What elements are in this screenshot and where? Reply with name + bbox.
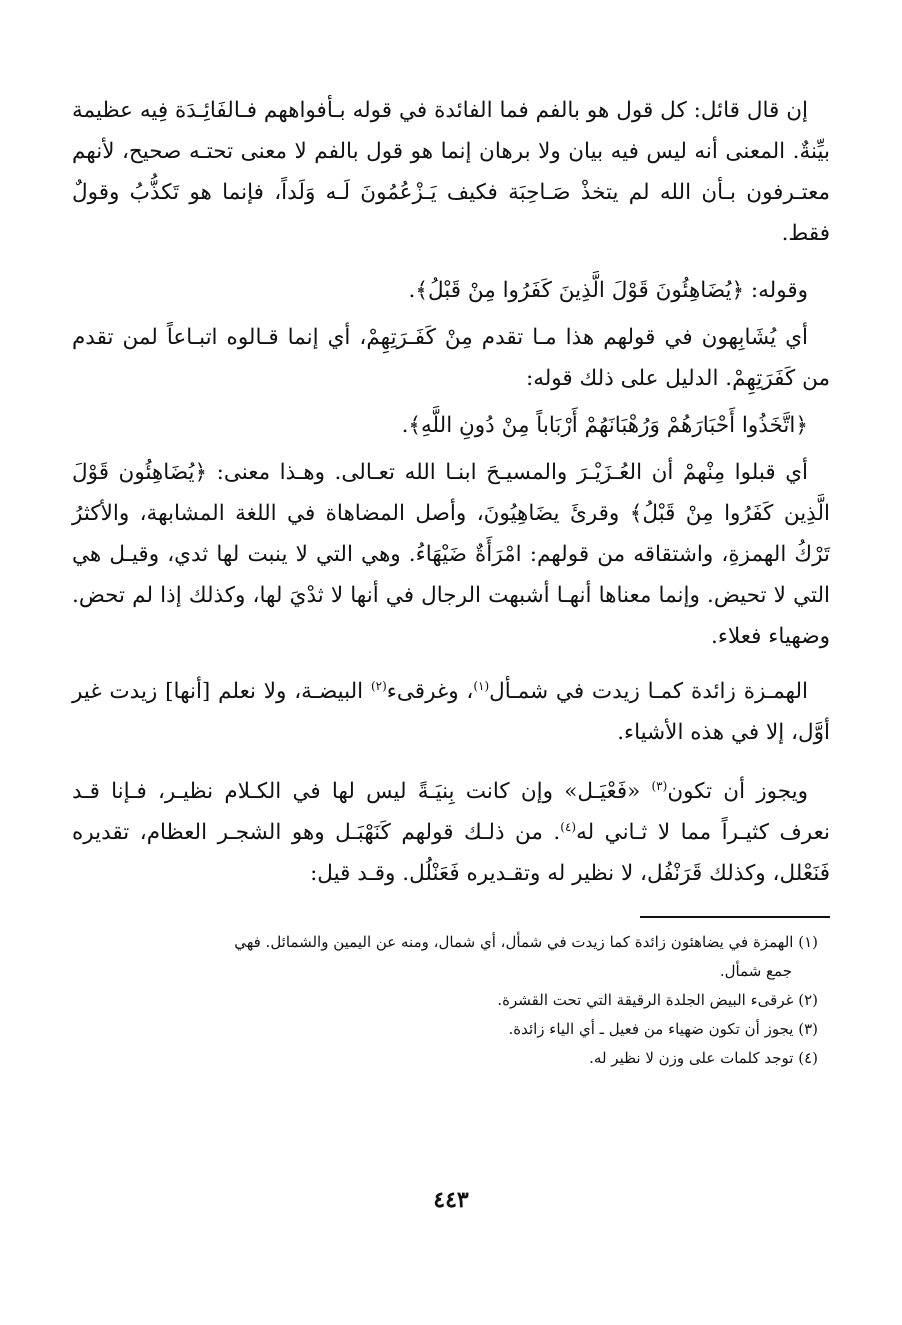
paragraph-6-text-b: ، وغرقىء	[386, 679, 474, 704]
footnote-ref-3: (٣)	[651, 778, 668, 793]
footnote-ref-4: (٤)	[560, 819, 577, 834]
footnote-2	[72, 986, 818, 1015]
footnote-1-label: (١)	[798, 933, 818, 951]
footnote-4-label: (٤)	[798, 1049, 818, 1067]
footnote-divider	[640, 916, 830, 918]
paragraph-6	[72, 671, 830, 753]
footnote-ref-1: (١)	[473, 678, 490, 693]
footnote-2-text: غرقىء البيض الجلدة الرقيقة التي تحت القشرة.	[497, 991, 794, 1009]
footnote-1-text: الهمزة في يضاهئون زائدة كما زيدت في شمأل، أي شمال، ومنه عن اليمين والشمائل. فهي	[234, 933, 794, 951]
paragraph-7-text-a: ويجوز أن تكون	[667, 779, 809, 804]
page-number: ٤٤٣	[433, 1187, 469, 1213]
footnote-4-text: توجد كلمات على وزن لا نظير له.	[589, 1049, 794, 1067]
paragraph-4-quote: ﴿اتَّخَذُوا أَحْبَارَهُمْ وَرُهْبَانَهُمْ أَرْبَاباً مِنْ دُونِ اللَّهِ﴾.	[401, 413, 808, 438]
footnotes	[72, 928, 818, 1073]
paragraph-7-text-c: . من ذلـك قولهم كَنَهْبَـل وهو الشجـر العظام، تقديره فَنَعْلل، وكذلك قَرَنْفُل، لا نظير له وتقـديره فَعَنْلُل. وقـد قيل:	[72, 820, 830, 886]
footnote-3-text: يجوز أن تكون ضهياء من فعيل ـ أي الياء زائدة.	[508, 1020, 794, 1038]
footnote-4	[72, 1044, 818, 1073]
footnote-ref-2: (٢)	[370, 678, 387, 693]
paragraph-1: إن قال قائل: كل قول هو بالفم فما الفائدة في قوله بـأفواههم فـالفَائِـدَة فِيه عظيمة بيِّنةٌ. المعنى أنه ليس فيه بيان ولا برهان إنما هو قول بالفم لا معنى تحتـه صحيح، لأنهم معتـرفون بـأن الله لم يتخذْ صَـاحِبَة فكيف يَـزْعُمُونَ لَـه وَلَداً، فإنما هو تَكذُّبُ وقولٌ فقط.	[72, 98, 830, 246]
footnote-3	[72, 1015, 818, 1044]
paragraph-5: أي قبلوا مِنْهمْ أن العُـزَيْـرَ والمسيـحَ ابنـا الله تعـالى. وهـذا معنى: ﴿يُضَاهِئُون قَوْلَ الَّذِين كَفَرُوا مِنْ قَبْلُ﴾ وقرئَ يضَاهِيُونَ، وأصل المضاهاة في اللغة المشابهة، والأكثرُ تَرْكُ الهمزةِ، واشتقاقه من قولهم: امْرَأَةٌ ضَيْهَاءُ. وهي التي لا ينبت لها ثدي، وقيـل هي التي لا تحيض. وإنما معناها أنهـا أشبهت الرجال في أنها لا ثدْيَ لها، وكذلك إذا لم تحض. وضهياء فعلاء.	[72, 460, 830, 649]
footnote-1	[72, 928, 818, 986]
main-text	[72, 90, 830, 894]
footnote-3-label: (٣)	[798, 1020, 818, 1038]
paragraph-6-text-a: الهمـزة زائدة كمـا زيدت في شمـأل	[489, 679, 808, 704]
paragraph-3: أي يُشَابِهون في قولهم هذا مـا تقدم مِنْ كَفَـرَتِهِمْ، أي إنما قـالوه اتبـاعاً لمن تقدم من كَفَرَتِهِمْ. الدليل على ذلك قوله:	[72, 325, 830, 391]
paragraph-7-text-b: «فَعْيَـل» وإن كانت بِنيَـةً ليس لها في الكـلام نظيـر، فـإنا قـد نعرف كثيـراً مما لا ثـاني له	[72, 779, 830, 845]
footnote-2-label: (٢)	[798, 991, 818, 1009]
paragraph-2-quote: وقوله: ﴿يُضَاهِئُونَ قَوْلَ الَّذِينَ كَفَرُوا مِنْ قَبْلُ﴾.	[408, 278, 808, 303]
paragraph-6-text-c: البيضـة، ولا نعلم [أنها] زيدت غير أوَّل، إلا في هذه الأشياء.	[72, 679, 830, 745]
paragraph-7	[72, 771, 830, 894]
footnote-1-continuation: جمع شمأل.	[719, 962, 792, 980]
